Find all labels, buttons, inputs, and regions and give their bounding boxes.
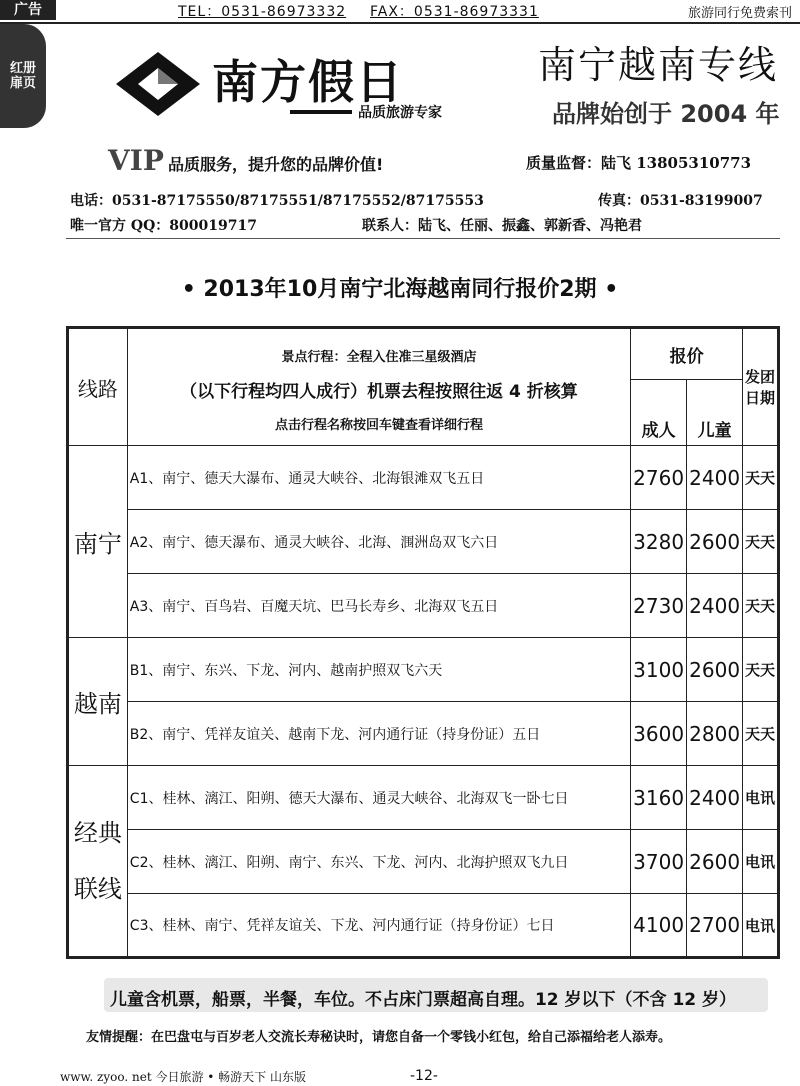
price-table-body: [68, 446, 779, 958]
adult-price: 2730: [631, 574, 687, 638]
region-cell: 经典联线: [68, 766, 128, 958]
price-table: [66, 326, 780, 959]
child-price: 2800: [687, 702, 743, 766]
child-price: 2600: [687, 510, 743, 574]
child-price: 2400: [687, 446, 743, 510]
quality-supervision: 质量监督：陆飞 13805310773: [526, 154, 752, 172]
adult-price: 3600: [631, 702, 687, 766]
route-link[interactable]: C2、桂林、漓江、阳朔、南宁、东兴、下龙、河内、北海护照双飞九日: [127, 830, 630, 894]
region-cell: 南宁: [68, 446, 128, 638]
side-tab: [0, 24, 46, 128]
table-row: [68, 510, 779, 574]
contact-people: 联系人：陆飞、任丽、振鑫、郭新香、冯艳君: [362, 218, 642, 234]
adult-price: 3700: [631, 830, 687, 894]
route-col-header: 线路: [68, 328, 128, 446]
table-row: [68, 894, 779, 958]
route-link[interactable]: C1、桂林、漓江、阳朔、德天大瀑布、通灵大峡谷、北海双飞一卧七日: [127, 766, 630, 830]
child-price: 2600: [687, 638, 743, 702]
route-link[interactable]: B2、南宁、凭祥友谊关、越南下龙、河内通行证（持身份证）五日: [127, 702, 630, 766]
table-row: [68, 574, 779, 638]
departure-frequency: 天天: [743, 510, 779, 574]
adult-price: 4100: [631, 894, 687, 958]
departure-header: 发团日期: [743, 328, 779, 446]
departure-frequency: 天天: [743, 446, 779, 510]
brand-name: 南方假日: [212, 55, 404, 109]
header-fax: FAX：0531-86973331: [370, 4, 539, 20]
departure-frequency: 天天: [743, 702, 779, 766]
adult-price: 2760: [631, 446, 687, 510]
footer-text: www. zyoo. net 今日旅游 • 畅游天下 山东版: [60, 1070, 306, 1084]
brand-divider: [290, 110, 352, 114]
adult-price: 3100: [631, 638, 687, 702]
ad-tag: 广告: [0, 0, 56, 20]
adult-price: 3280: [631, 510, 687, 574]
contact-phone: 电话：0531-87175550/87175551/87175552/87175553: [70, 193, 484, 209]
magazine-label: 旅游同行免费索刊: [687, 6, 792, 21]
child-policy: 儿童含机票，船票，半餐，车位。不占床门票超高自理。12 岁以下（不含 12 岁）: [109, 989, 737, 1010]
table-row: [68, 638, 779, 702]
brand-logo-icon: [108, 50, 208, 118]
header-tel: TEL：0531-86973332: [178, 4, 347, 20]
route-link[interactable]: A1、南宁、德天大瀑布、通灵大峡谷、北海银滩双飞五日: [127, 446, 630, 510]
route-link[interactable]: A3、南宁、百鸟岩、百魔天坑、巴马长寿乡、北海双飞五日: [127, 574, 630, 638]
table-row: [68, 702, 779, 766]
reminder: 友情提醒：在巴盘屯与百岁老人交流长寿秘诀时，请您自备一个零钱小红包，给自己添福给老人添寿。: [86, 1030, 672, 1045]
itinerary-header-line3: 点击行程名称按回车键查看详细行程: [274, 417, 483, 433]
departure-frequency: 天天: [743, 638, 779, 702]
table-row: [68, 830, 779, 894]
vip-slogan: 品质服务，提升您的品牌价值!: [168, 155, 384, 174]
vip-label: VIP: [108, 144, 164, 177]
itinerary-header-line1: 景点行程：全程入住准三星级酒店: [281, 349, 477, 365]
departure-frequency: 电讯: [743, 830, 779, 894]
departure-frequency: 天天: [743, 574, 779, 638]
departure-frequency: 电讯: [743, 894, 779, 958]
side-tab-line1: 红册: [9, 61, 36, 76]
child-price: 2400: [687, 574, 743, 638]
region-cell: 越南: [68, 638, 128, 766]
page-number: -12-: [410, 1068, 438, 1084]
route-title: 南宁越南专线: [538, 43, 779, 87]
price-header: 报价: [631, 328, 743, 380]
itinerary-header-line2: （以下行程均四人成行）机票去程按照往返 4 折核算: [180, 381, 578, 402]
adult-header: 成人: [631, 380, 687, 446]
departure-frequency: 电讯: [743, 766, 779, 830]
route-link[interactable]: C3、桂林、南宁、凭祥友谊关、下龙、河内通行证（持身份证）七日: [127, 894, 630, 958]
child-price: 2600: [687, 830, 743, 894]
child-price: 2400: [687, 766, 743, 830]
adult-price: 3160: [631, 766, 687, 830]
route-link[interactable]: B1、南宁、东兴、下龙、河内、越南护照双飞六天: [127, 638, 630, 702]
route-link[interactable]: A2、南宁、德天瀑布、通灵大峡谷、北海、涠洲岛双飞六日: [127, 510, 630, 574]
contact-fax: 传真：0531-83199007: [598, 193, 763, 209]
table-row: [68, 446, 779, 510]
itinerary-header: [127, 328, 630, 446]
table-header-row: [68, 328, 779, 380]
side-tab-line2: 扉页: [9, 76, 36, 91]
child-price: 2700: [687, 894, 743, 958]
since-label: 品牌始创于 2004 年: [552, 100, 780, 128]
contact-qq: 唯一官方 QQ：800019717: [70, 218, 257, 234]
brand-slogan: 品质旅游专家: [358, 105, 442, 121]
page-title: • 2013年10月南宁北海越南同行报价2期 •: [181, 277, 619, 302]
table-row: [68, 766, 779, 830]
child-header: 儿童: [687, 380, 743, 446]
divider: [66, 238, 780, 239]
